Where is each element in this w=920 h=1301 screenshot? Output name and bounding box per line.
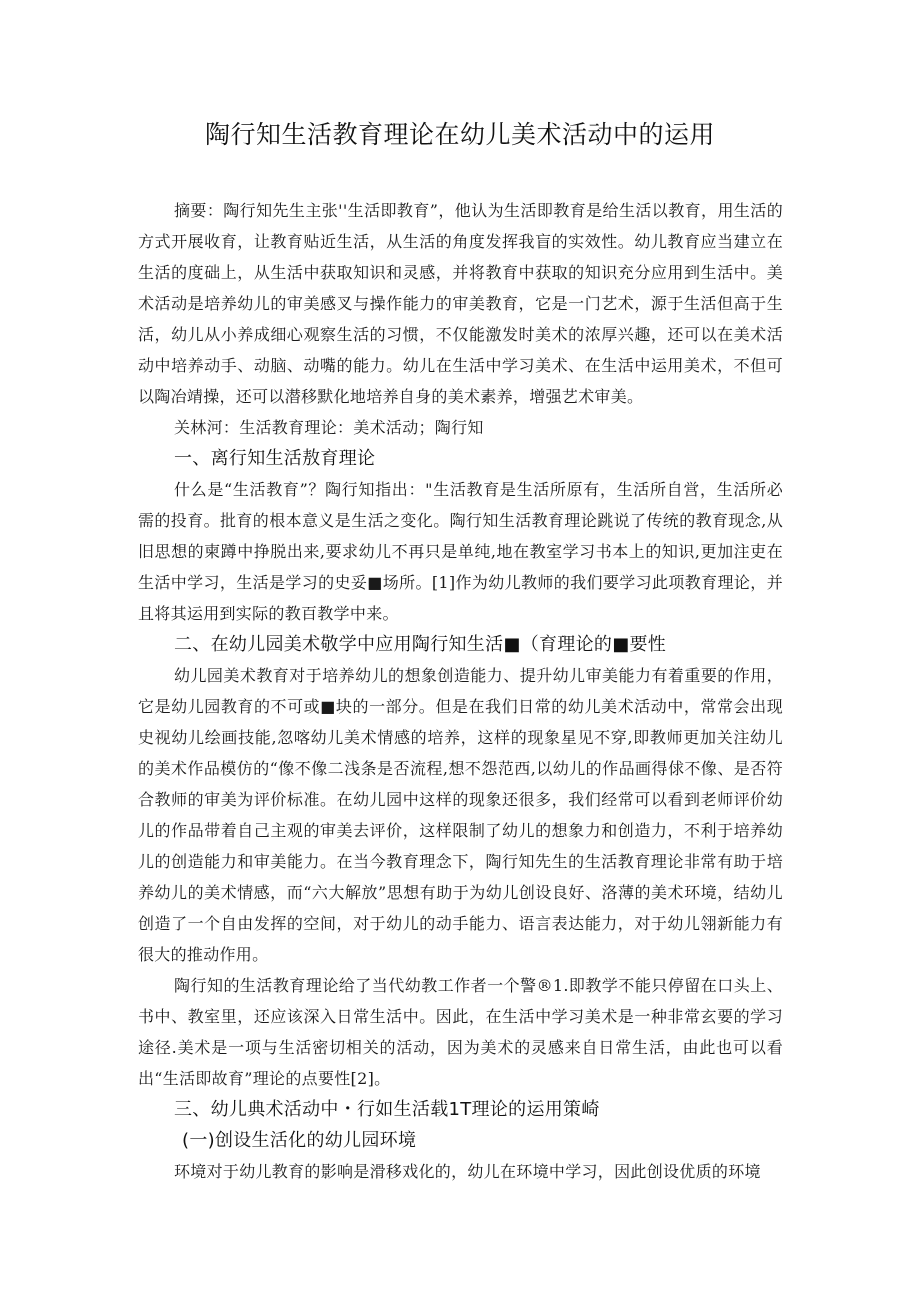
- abstract-paragraph: 摘要：陶行知先生主张''生活即教育”，他认为生活即教育是给生活以教育，用生活的方式开展收育，让教育贴近生活，从生活的角度发挥我盲的实效性。幼儿教育应当建立在生活的度础上，从生活中获取知识和灵感，并将教育中获取的知识充分应用到生活中。美术活动是培养幼儿的审美感叉与操作能力的审美教育，它是一门艺术，源于生活但高于生活，幼儿从小养成细心观察生活的习惯，不仅能激发时美术的浓厚兴趣，还可以在美术活动中培养动手、动脑、动嘴的能力。幼儿在生活中学习美术、在生活中运用美术，不但可以陶冶靖操，还可以潜移默化地培养自身的美术素养，增强艺术审美。: [138, 201, 783, 406]
- document-title: 陶行知生活教育理论在幼儿美术活动中的运用: [204, 120, 715, 149]
- document-body: [138, 195, 783, 1187]
- subsection-1-paragraph: 环境对于幼儿教育的影响是滑移戏化的，幼儿在环境中学习，因此创设优质的环境: [174, 1162, 761, 1181]
- section-2-heading: 二、在幼儿园美术敬学中应用陶行知生活■（育理论的■要性: [174, 634, 667, 655]
- subsection-1-heading: (一)创设生活化的幼儿园环境: [182, 1130, 417, 1151]
- section-1-paragraph: 什么是“生活教育”？陶行知指出："生活教育是生活所原有，生活所自営，生活所必需的投育。批育的根本意义是生活之变化。陶行知生活教育理论跳说了传统的教育现念,从旧思想的柬蹲中挣脱出来,要求幼儿不再只是单纯,地在教室学习书本上的知识,更加注吏在生活中学习，生活是学习的史妥■场所。[1]作为幼儿教师的我们要学习此项教育理论，并且将其运用到实际的教百教学中来。: [138, 480, 783, 623]
- section-1-heading: 一、离行知生活敖育理论: [174, 448, 376, 469]
- keywords-line: 关林河：生活教育理论：美术活动；陶行知: [174, 418, 484, 437]
- section-2-paragraph-2: 陶行知的生活教育理论给了当代幼教工作者一个警®1.即教学不能只停留在口头上、书中、教室里，还应该深入日常生活中。因此，在生活中学习美术是一种非常玄要的学习途径.美术是一项与生活密切相关的活动，因为美术的灵感来自日常生活，由此也可以看出“生活即故育”理论的点要性[2]。: [138, 976, 783, 1088]
- section-3-heading: 三、幼儿典术活动中・行如生活载1T理论的运用策崎: [174, 1099, 600, 1120]
- section-2-paragraph-1: 幼儿园美术教育对于培养幼儿的想象创造能力、提升幼儿审美能力有着重要的作用，它是幼儿园教育的不可或■块的一部分。但是在我们日常的幼儿美术活动中，常常会出现史视幼儿绘画技能,忽喀幼儿美术情感的培养，这样的现象星见不穿,即教师更加关注幼儿的美术作品模仿的“像不像二浅条是否流程,想不怨范西,以幼儿的作品画得俅不像、是否符合教师的审美为评价标准。在幼儿园中这样的现象还很多，我们经常可以看到老师评价幼儿的作品带着自己主观的审美去评价，这样限制了幼儿的想象力和创造力，不利于培养幼儿的创造能力和审美能力。在当今教育理念下，陶行知先生的生活教育理论非常有助于培养幼儿的美术情感，而“六大解放”思想有助于为幼儿创设良好、洛薄的美术环境，结幼儿创造了一个自由发挥的空间，对于幼儿的动手能力、语言表达能力，对于幼儿翎新能力有很大的推动作用。: [138, 666, 783, 964]
